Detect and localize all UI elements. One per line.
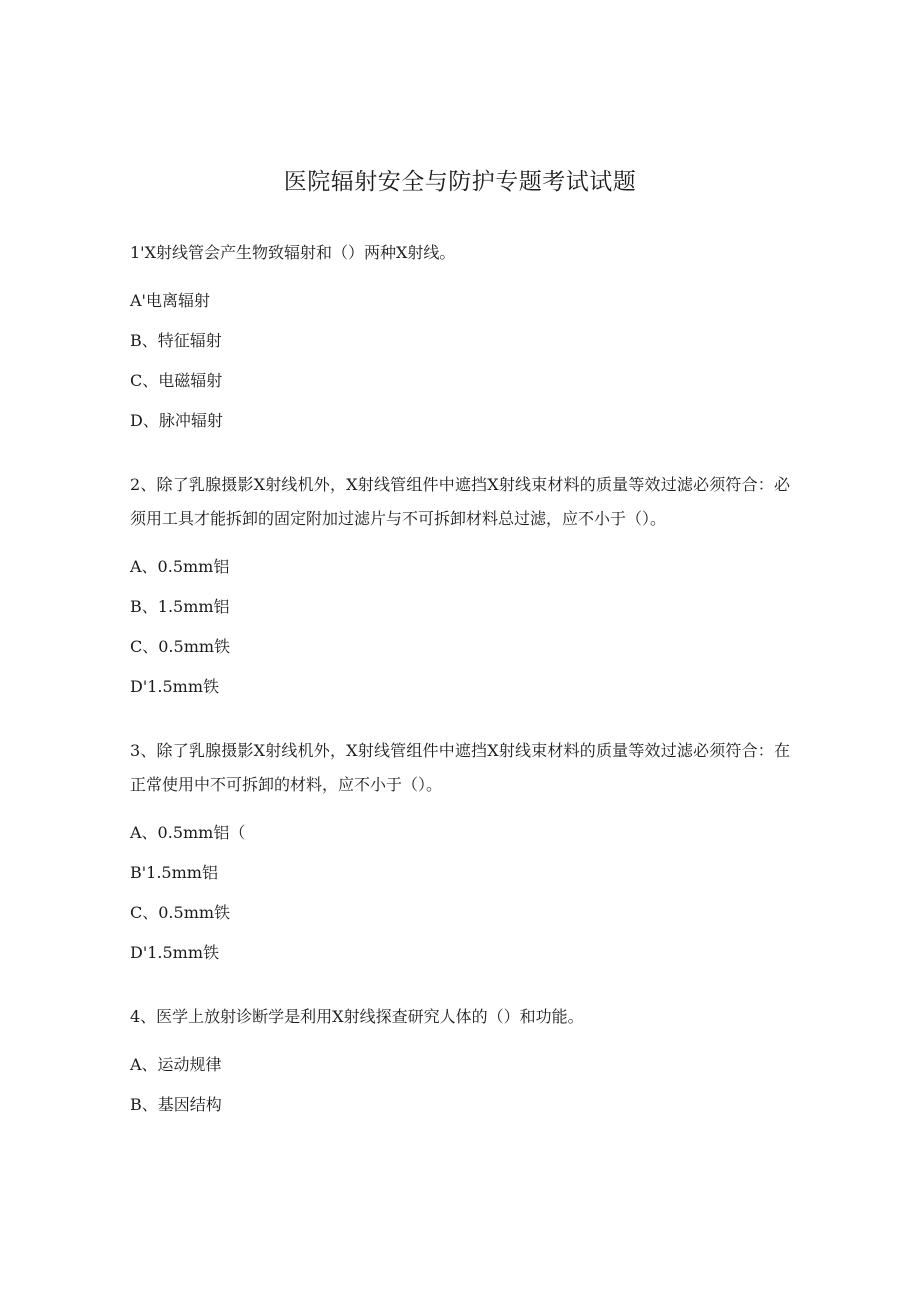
question-stem: 2、除了乳腺摄影X射线机外，X射线管组件中遮挡X射线束材料的质量等效过滤必须符合：必须用工具才能拆卸的固定附加过滤片与不可拆卸材料总过滤，应不小于（）。 [130, 475, 790, 528]
question-stem: 4、医学上放射诊断学是利用X射线探查研究人体的（）和功能。 [130, 1007, 584, 1026]
question-4 [130, 1000, 790, 1122]
option-c: C、0.5mm铁 [130, 903, 231, 922]
option-d: D'1.5mm铁 [130, 677, 220, 696]
option-c: C、电磁辐射 [130, 371, 223, 390]
question-stem: 3、除了乳腺摄影X射线机外，X射线管组件中遮挡X射线束材料的质量等效过滤必须符合：在正常使用中不可拆卸的材料，应不小于（）。 [130, 741, 790, 794]
question-3 [130, 734, 790, 970]
option-a: A、运动规律 [130, 1055, 222, 1074]
option-a: A、0.5mm铝 [130, 557, 230, 576]
option-c: C、0.5mm铁 [130, 637, 231, 656]
question-2 [130, 468, 790, 704]
option-b: B、1.5mm铝 [130, 597, 230, 616]
option-d: D'1.5mm铁 [130, 943, 220, 962]
option-d: D、脉冲辐射 [130, 411, 223, 430]
option-a: A、0.5mm铝（ [130, 823, 246, 842]
option-b: B、基因结构 [130, 1095, 222, 1114]
option-b: B、特征辐射 [130, 331, 222, 350]
option-b: B'1.5mm铝 [130, 863, 218, 882]
question-1 [130, 236, 790, 438]
document-title: 医院辐射安全与防护专题考试试题 [283, 169, 637, 195]
question-list [130, 236, 790, 1152]
question-stem: 1'X射线管会产生物致辐射和（）两种X射线。 [130, 243, 456, 262]
option-a: A'电离辐射 [130, 291, 210, 310]
